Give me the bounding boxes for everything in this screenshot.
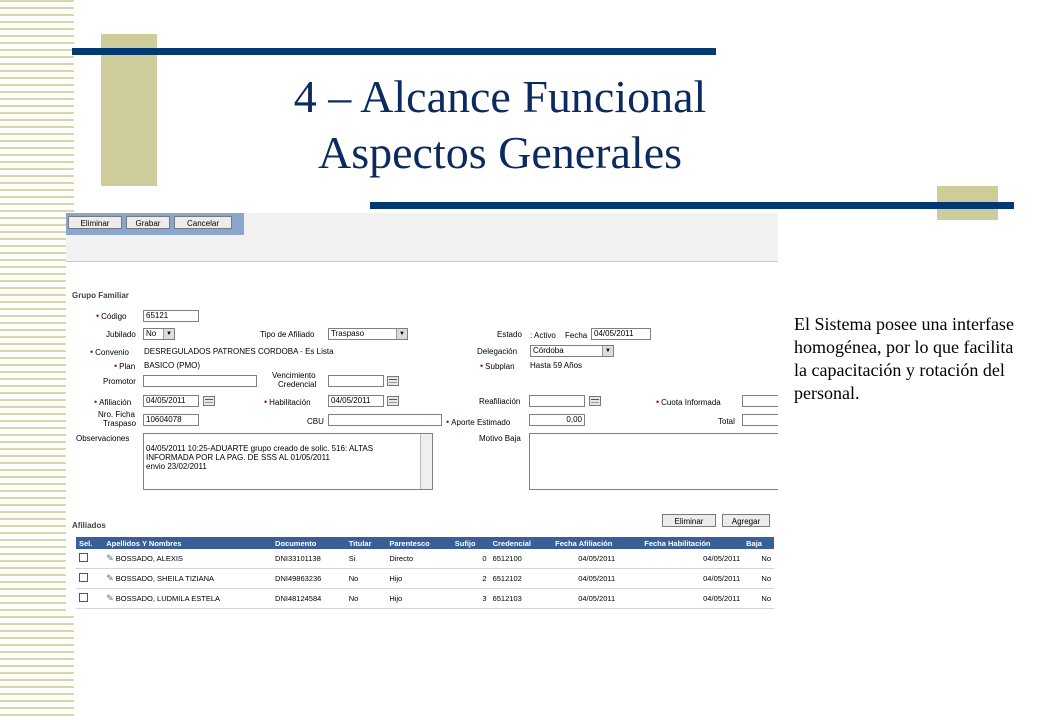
habilitacion-input[interactable]: 04/05/2011 <box>328 395 384 407</box>
afiliados-title: Afiliados <box>72 521 106 530</box>
calendar-icon[interactable] <box>203 396 215 406</box>
slide-title-line-1: 4 – Alcance Funcional <box>293 71 707 122</box>
row-checkbox[interactable] <box>79 573 88 582</box>
afiliados-agregar-button[interactable]: Agregar <box>722 514 770 527</box>
afiliacion-label: • Afiliación <box>94 397 132 407</box>
eliminar-button[interactable]: Eliminar <box>68 216 122 229</box>
col-credencial[interactable]: Credencial <box>490 537 553 549</box>
promotor-input[interactable] <box>143 375 257 387</box>
row-fecha-habilitacion: 04/05/2011 <box>641 569 743 589</box>
cuota-informada-label: • Cuota Informada <box>656 397 721 407</box>
row-documento: DNI33101138 <box>272 549 346 569</box>
afiliados-eliminar-button[interactable]: Eliminar <box>662 514 716 527</box>
reafiliacion-label: Reafiliación <box>479 397 521 406</box>
decorative-stripes <box>0 0 74 720</box>
plan-value: BASICO (PMO) <box>144 361 201 370</box>
fecha-label: Fecha <box>565 331 588 340</box>
scrollbar[interactable] <box>420 434 432 489</box>
row-nombre: BOSSADO, SHEILA TIZIANA <box>115 574 215 583</box>
total-input[interactable] <box>742 414 778 426</box>
chevron-down-icon: ▼ <box>396 329 407 339</box>
edit-icon[interactable]: ✎ <box>106 573 114 583</box>
slide-description: El Sistema posee una interfase homogénea, por lo que facilita la capacitación y rotación del personal. <box>794 314 1014 403</box>
row-credencial: 6512102 <box>490 569 553 589</box>
row-fecha-afiliacion: 04/05/2011 <box>552 569 641 589</box>
observaciones-label: Observaciones <box>76 434 130 443</box>
nro-ficha-label-1: Nro. Ficha <box>98 410 135 419</box>
row-fecha-afiliacion: 04/05/2011 <box>552 589 641 609</box>
row-parentesco: Directo <box>386 549 451 569</box>
estado-value: : Activo <box>530 331 556 340</box>
vencimiento-label-2: Credencial <box>278 380 317 389</box>
tipo-afiliado-select[interactable]: Traspaso ▼ <box>328 328 408 340</box>
aporte-estimado-label: • Aporte Estimado <box>446 417 511 427</box>
row-documento: DNI49863236 <box>272 569 346 589</box>
col-sel[interactable]: Sel. <box>76 537 103 549</box>
cuota-informada-input[interactable] <box>742 395 778 407</box>
delegacion-select[interactable]: Córdoba ▼ <box>530 345 614 357</box>
habilitacion-label: • Habilitación <box>264 397 311 407</box>
table-row[interactable] <box>76 569 774 589</box>
subplan-label: • Subplan <box>480 361 515 371</box>
col-titular[interactable]: Titular <box>346 537 387 549</box>
aporte-estimado-input[interactable]: 0,00 <box>529 414 585 426</box>
cancelar-button[interactable]: Cancelar <box>174 216 232 229</box>
col-apellidos-nombres[interactable]: Apellidos Y Nombres <box>103 537 272 549</box>
promotor-label: Promotor <box>103 377 136 386</box>
cbu-input[interactable] <box>328 414 442 426</box>
row-fecha-afiliacion: 04/05/2011 <box>552 549 641 569</box>
estado-label: Estado <box>497 330 522 339</box>
row-baja: No <box>743 569 774 589</box>
row-credencial: 6512100 <box>490 549 553 569</box>
accent-block-top <box>101 34 157 186</box>
row-sufijo: 2 <box>452 569 490 589</box>
afiliados-table <box>76 537 774 609</box>
chevron-down-icon: ▼ <box>163 329 174 339</box>
app-screenshot <box>66 213 778 613</box>
slide-title-line-2: Aspectos Generales <box>317 127 683 178</box>
reafiliacion-input[interactable] <box>529 395 585 407</box>
accent-bar-top <box>72 48 716 55</box>
vencimiento-input[interactable] <box>328 375 384 387</box>
codigo-input[interactable]: 65121 <box>143 310 199 322</box>
cbu-label: CBU <box>307 417 324 426</box>
row-titular: Si <box>346 549 387 569</box>
observaciones-textarea[interactable]: 04/05/2011 10:25-ADUARTE grupo creado de solic. 516: ALTAS INFORMADA POR LA PAG. DE SSS AL 01/05/2011 envio 23/02/2011 <box>143 433 433 490</box>
table-header-row <box>76 537 774 549</box>
calendar-icon[interactable] <box>387 376 399 386</box>
row-documento: DNI48124584 <box>272 589 346 609</box>
afiliacion-input[interactable]: 04/05/2011 <box>143 395 199 407</box>
col-sufijo[interactable]: Sufijo <box>452 537 490 549</box>
col-fecha-habilitacion[interactable]: Fecha Habilitación <box>641 537 743 549</box>
nro-ficha-input[interactable]: 10604078 <box>143 414 199 426</box>
convenio-value: DESREGULADOS PATRONES CORDOBA - Es Lista <box>144 347 334 356</box>
row-checkbox[interactable] <box>79 553 88 562</box>
subplan-value: Hasta 59 Años <box>530 361 583 370</box>
grupo-familiar-title: Grupo Familiar <box>72 291 129 300</box>
toolbar <box>66 213 778 262</box>
col-baja[interactable]: Baja <box>743 537 774 549</box>
row-parentesco: Hijo <box>386 569 451 589</box>
vencimiento-label-1: Vencimiento <box>272 371 316 380</box>
edit-icon[interactable]: ✎ <box>106 593 114 603</box>
plan-label: • Plan <box>114 361 136 371</box>
col-parentesco[interactable]: Parentesco <box>386 537 451 549</box>
row-checkbox[interactable] <box>79 593 88 602</box>
row-sufijo: 3 <box>452 589 490 609</box>
row-nombre: BOSSADO, ALEXIS <box>115 554 183 563</box>
codigo-label: • Código <box>96 311 127 321</box>
row-credencial: 6512103 <box>490 589 553 609</box>
row-baja: No <box>743 549 774 569</box>
table-row[interactable] <box>76 589 774 609</box>
row-baja: No <box>743 589 774 609</box>
edit-icon[interactable]: ✎ <box>106 553 114 563</box>
grabar-button[interactable]: Grabar <box>126 216 170 229</box>
row-titular: No <box>346 589 387 609</box>
total-label: Total <box>718 417 735 426</box>
calendar-icon[interactable] <box>387 396 399 406</box>
col-documento[interactable]: Documento <box>272 537 346 549</box>
accent-bar-bottom <box>370 202 1014 209</box>
row-parentesco: Hijo <box>386 589 451 609</box>
jubilado-label: Jubilado <box>106 330 136 339</box>
calendar-icon[interactable] <box>589 396 601 406</box>
convenio-label: • Convenio <box>90 347 129 357</box>
table-row[interactable] <box>76 549 774 569</box>
chevron-down-icon: ▼ <box>602 346 613 356</box>
fecha-input[interactable]: 04/05/2011 <box>591 328 651 340</box>
col-fecha-afiliacion[interactable]: Fecha Afiliación <box>552 537 641 549</box>
row-titular: No <box>346 569 387 589</box>
delegacion-label: Delegación <box>477 347 518 356</box>
row-fecha-habilitacion: 04/05/2011 <box>641 549 743 569</box>
motivo-baja-label: Motivo Baja <box>479 434 521 443</box>
motivo-baja-textarea[interactable] <box>529 433 778 490</box>
nro-ficha-label-2: Traspaso <box>103 419 137 428</box>
row-nombre: BOSSADO, LUDMILA ESTELA <box>115 594 220 603</box>
row-fecha-habilitacion: 04/05/2011 <box>641 589 743 609</box>
jubilado-select[interactable]: No ▼ <box>143 328 175 340</box>
row-sufijo: 0 <box>452 549 490 569</box>
tipo-afiliado-label: Tipo de Afiliado <box>260 330 315 339</box>
